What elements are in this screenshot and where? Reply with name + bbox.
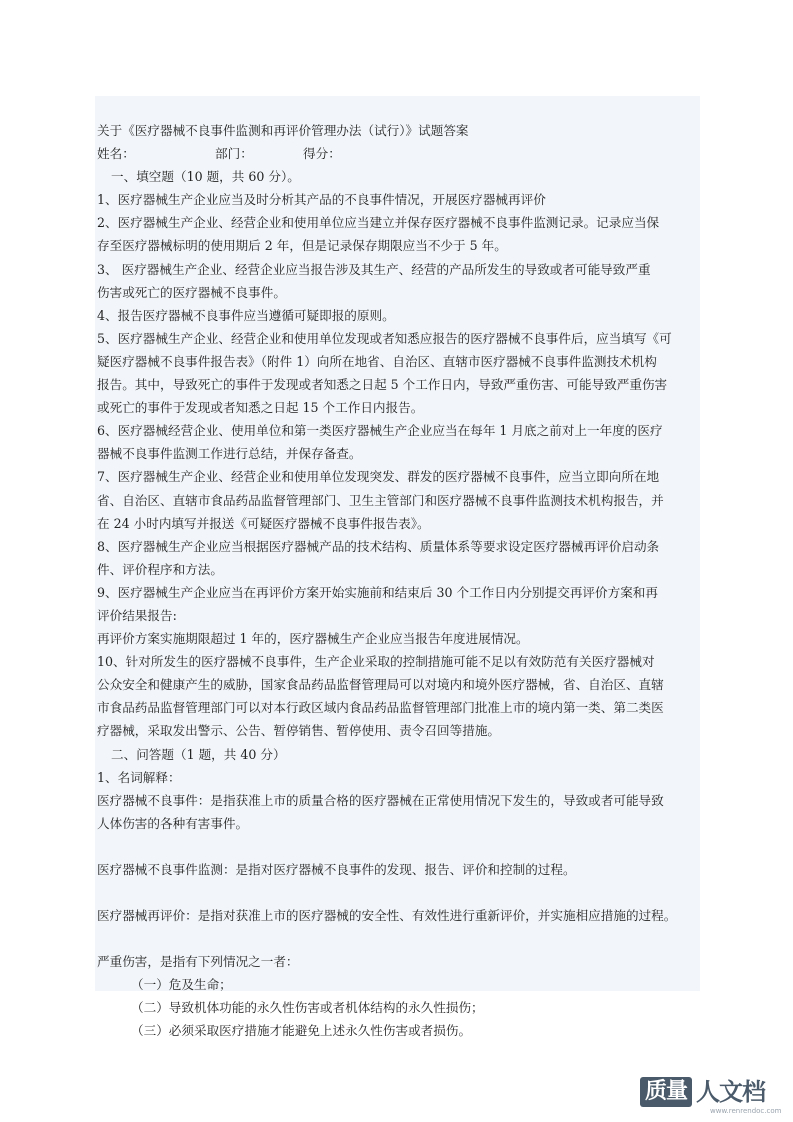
definition-4: 严重伤害，是指有下列情况之一者：: [97, 954, 299, 970]
watermark-logo: [640, 1073, 790, 1118]
header-fields: [97, 142, 697, 165]
question-9-line3: 再评价方案实施期限超过 1 年的，医疗器械生产企业应当报告年度进展情况。: [97, 631, 529, 647]
list-item: （一）危及生命；: [131, 977, 232, 993]
question-5-line1: 5、医疗器械生产企业、经营企业和使用单位发现或者知悉应报告的医疗器械不良事件后，应当填写《可: [97, 330, 672, 346]
qa-1: 1、名词解释：: [97, 769, 181, 785]
question-3-line2: 伤害或死亡的医疗器械不良事件。: [97, 284, 286, 300]
question-10-line4: 疗器械，采取发出警示、公告、暂停销售、暂停使用、责令召回等措施。: [97, 723, 500, 739]
question-10-line3: 市食品药品监督管理部门可以对本行政区域内食品药品监督管理部门批准上市的境内第一类、第二类医: [97, 700, 664, 716]
spacer: [97, 835, 697, 858]
watermark-url: www.renrendoc.com: [710, 1107, 782, 1115]
question-7-line2: 省、自治区、直辖市食品药品监督管理部门、卫生主管部门和医疗器械不良事件监测技术机构报告，并: [97, 492, 664, 508]
watermark-badge: 质量: [640, 1077, 692, 1107]
watermark-text: 人文档: [696, 1078, 765, 1106]
section2-heading: 二、问答题（1 题，共 40 分）: [111, 746, 286, 762]
question-7-line3: 在 24 小时内填写并报送《可疑医疗器械不良事件报告表》。: [97, 515, 430, 531]
document-title: 关于《医疗器械不良事件监测和再评价管理办法（试行）》试题答案: [97, 123, 469, 138]
name-label: 姓名：: [97, 146, 135, 162]
question-7-line1: 7、医疗器械生产企业、经营企业和使用单位发现突发、群发的医疗器械不良事件，应当立即向所在地: [97, 469, 660, 485]
section1-heading: 一、填空题（10 题，共 60 分）。: [111, 169, 300, 185]
question-8-line1: 8、医疗器械生产企业应当根据医疗器械产品的技术结构、质量体系等要求设定医疗器械再评价启动条: [97, 538, 660, 554]
question-2-line1: 2、医疗器械生产企业、经营企业和使用单位应当建立并保存医疗器械不良事件监测记录。记录应当保: [97, 215, 660, 231]
question-10-line2: 公众安全和健康产生的威胁，国家食品药品监督管理局可以对境内和境外医疗器械，省、自治区、直辖: [97, 677, 664, 693]
question-5-line2: 疑医疗器械不良事件报告表》（附件 1）向所在地省、自治区、直辖市医疗器械不良事件监测技术机构: [97, 353, 657, 369]
score-label: 得分：: [303, 146, 341, 162]
question-8-line2: 件、评价程序和方法。: [97, 561, 223, 577]
question-9-line1: 9、医疗器械生产企业应当在再评价方案开始实施前和结束后 30 个工作日内分别提交再评价方案和再: [97, 584, 658, 600]
question-5-line3: 报告。其中，导致死亡的事件于发现或者知悉之日起 5 个工作日内，导致严重伤害、可能导致严重伤害: [97, 377, 668, 393]
definition-2: 医疗器械不良事件监测：是指对医疗器械不良事件的发现、报告、评价和控制的过程。: [97, 861, 576, 877]
question-6-line2: 器械不良事件监测工作进行总结，并保存备查。: [97, 446, 362, 462]
question-10-line1: 10、针对所发生的医疗器械不良事件，生产企业采取的控制措施可能不足以有效防范有关医疗器械对: [97, 654, 655, 670]
question-4: 4、报告医疗器械不良事件应当遵循可疑即报的原则。: [97, 307, 395, 323]
question-2-line2: 存至医疗器械标明的使用期后 2 年，但是记录保存期限应当不少于 5 年。: [97, 238, 507, 254]
question-5-line4: 或死亡的事件于发现或者知悉之日起 15 个工作日内报告。: [97, 400, 424, 416]
list-item: （三）必须采取医疗措施才能避免上述永久性伤害或者损伤。: [131, 1023, 472, 1039]
spacer: [97, 881, 697, 904]
document-body: [97, 119, 697, 1042]
dept-label: 部门：: [215, 146, 253, 162]
question-6-line1: 6、医疗器械经营企业、使用单位和第一类医疗器械生产企业应当在每年 1 月底之前对上一年度的医疗: [97, 423, 663, 439]
definition-1-line1: 医疗器械不良事件：是指获准上市的质量合格的医疗器械在正常使用情况下发生的，导致或者可能导致: [97, 792, 664, 808]
question-9-line2: 评价结果报告:: [97, 607, 177, 623]
question-3-line1: 3、 医疗器械生产企业、经营企业应当报告涉及其生产、经营的产品所发生的导致或者可能导致严重: [97, 261, 651, 277]
definition-1-line2: 人体伤害的各种有害事件。: [97, 815, 249, 831]
list-item: （二）导致机体功能的永久性伤害或者机体结构的永久性损伤；: [131, 1000, 484, 1016]
spacer: [97, 927, 697, 950]
question-1: 1、医疗器械生产企业应当及时分析其产品的不良事件情况，开展医疗器械再评价: [97, 192, 546, 208]
definition-3: 医疗器械再评价：是指对获准上市的医疗器械的安全性、有效性进行重新评价，并实施相应措施的过程。: [97, 908, 677, 923]
